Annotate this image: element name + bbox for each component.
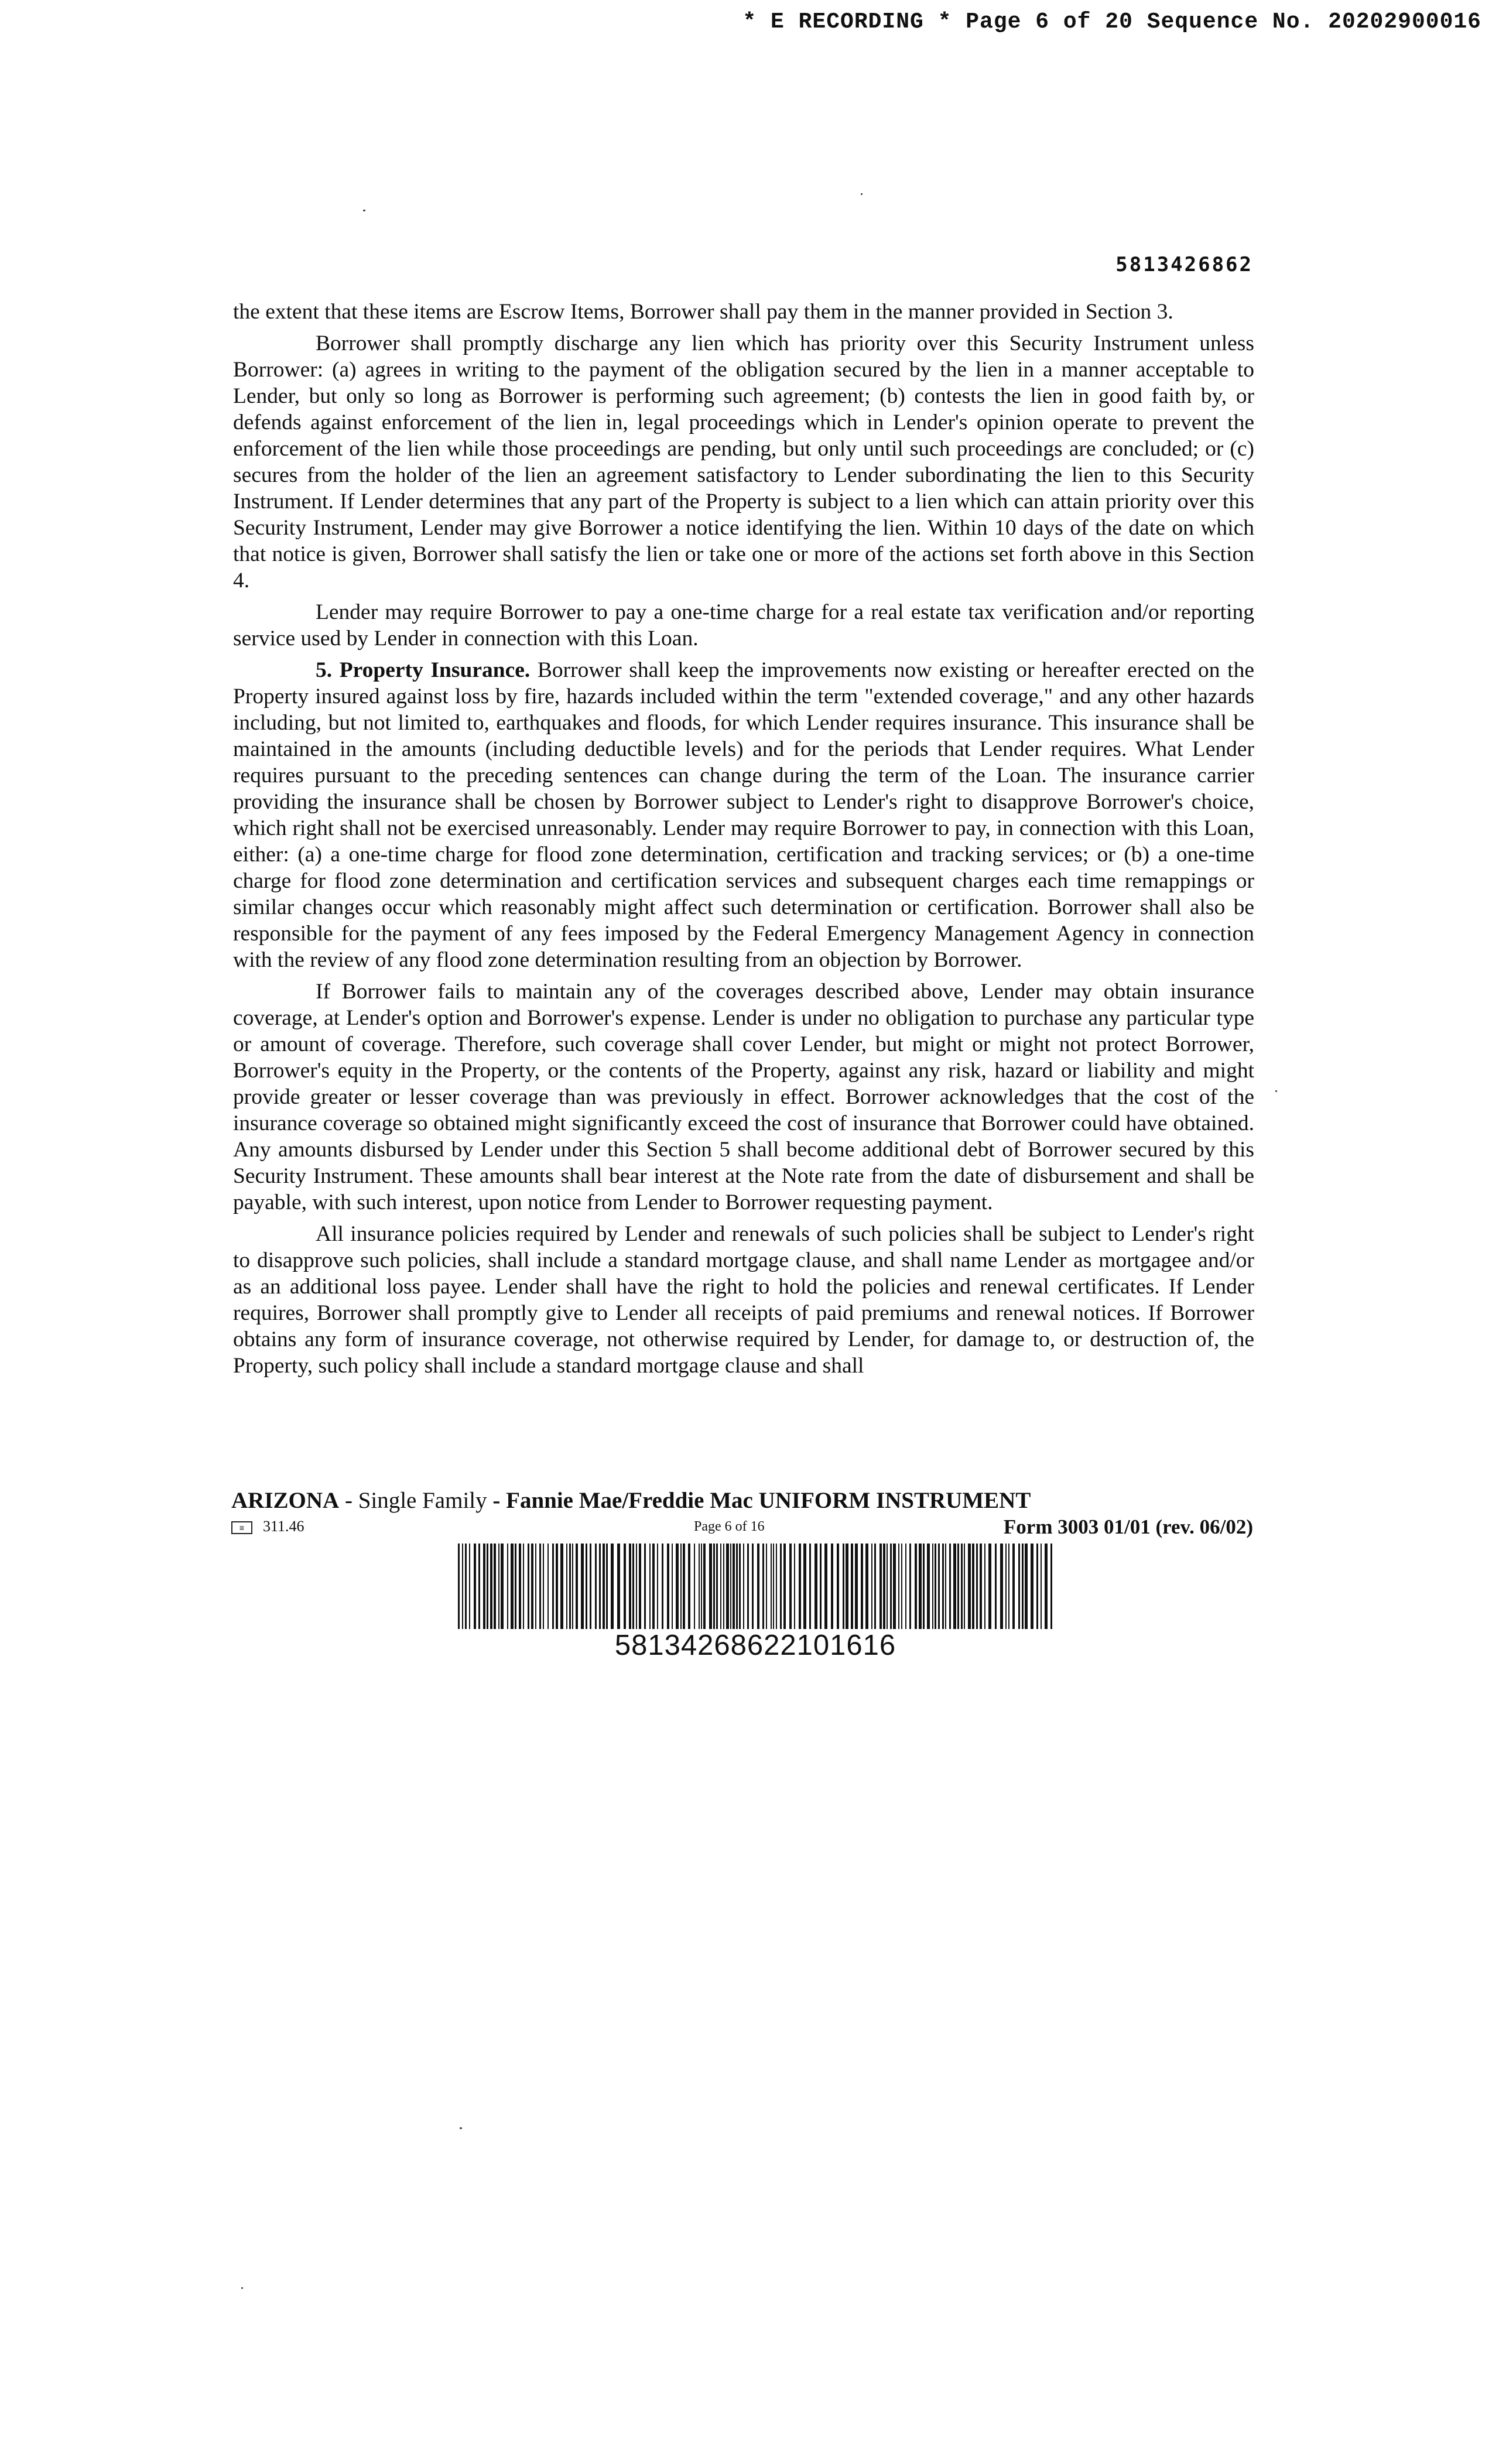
barcode-bar	[843, 1544, 844, 1629]
form-footer-row	[231, 1515, 1253, 1539]
barcode-bar	[511, 1544, 514, 1629]
barcode-bar	[676, 1544, 679, 1629]
barcode-bar	[984, 1544, 985, 1629]
barcode-bar	[762, 1544, 764, 1629]
barcode-bar	[932, 1544, 933, 1629]
barcode-number: 58134268622101616	[614, 1630, 896, 1661]
barcode-bar	[535, 1544, 536, 1629]
barcode-bar	[901, 1544, 902, 1629]
barcode-bar	[743, 1544, 744, 1629]
barcode-bar	[776, 1544, 777, 1629]
barcode-bar	[964, 1544, 965, 1629]
barcode-bar	[652, 1544, 655, 1629]
barcode-bar	[483, 1544, 485, 1629]
barcode-bar	[523, 1544, 524, 1629]
barcode-bar	[599, 1544, 601, 1629]
barcode-bar	[469, 1544, 470, 1629]
barcode-bar	[1012, 1544, 1015, 1629]
barcode-bar	[1000, 1544, 1003, 1629]
barcode-bar	[861, 1544, 863, 1629]
barcode-bar	[539, 1544, 541, 1629]
form-family: Single Family	[358, 1488, 487, 1513]
scan-speck	[363, 210, 365, 211]
barcode-bar	[968, 1544, 971, 1629]
barcode-bar	[780, 1544, 782, 1629]
barcode-bar	[699, 1544, 700, 1629]
barcode-bar	[1018, 1544, 1020, 1629]
barcode-bar	[972, 1544, 974, 1629]
barcode-bar	[837, 1544, 839, 1629]
paragraph-property-insurance	[233, 657, 1254, 973]
barcode-bar	[752, 1544, 754, 1629]
barcode-bar	[915, 1544, 917, 1629]
barcode-bar	[498, 1544, 499, 1629]
barcode-bar	[942, 1544, 944, 1629]
barcode-bar	[846, 1544, 848, 1629]
barcode-bar	[988, 1544, 991, 1629]
barcode-bar	[871, 1544, 872, 1629]
form-state: ARIZONA	[231, 1488, 340, 1513]
barcode-bar	[720, 1544, 721, 1629]
form-code-text: 311.46	[263, 1518, 304, 1535]
barcode-bar	[794, 1544, 795, 1629]
barcode-bar	[919, 1544, 922, 1629]
scan-speck	[460, 2127, 462, 2129]
barcode-bar	[494, 1544, 496, 1629]
document-form-icon: ≡	[231, 1521, 252, 1534]
barcode-bar	[662, 1544, 663, 1629]
barcode-bar	[617, 1544, 620, 1629]
form-code	[231, 1518, 304, 1535]
loan-number: 5813426862	[1115, 253, 1253, 276]
barcode-bar	[487, 1544, 488, 1629]
paragraph-lien-discharge: Borrower shall promptly discharge any lien which has priority over this Security Instrument unless Borrower: (a) agrees in writing to the payment of the obligation secured by the lien in a manner acceptable to Lender, but only so long as Borrower is performing such agreement; (b) contests the lien in good faith by, or defends against enforcement of the lien in, legal proceedings which in Lender's opinion operate to prevent the enforcement of the lien while those proceedings are pending, but only until such proceedings are concluded; or (c) secures from the holder of the lien an agreement satisfactory to Lender subordinating the lien to this Security Instrument. If Lender determines that any part of the Property is subject to a lien which can attain priority over this Security Instrument, Lender may give Borrower a notice identifying the lien. Within 10 days of the date on which that notice is given, Borrower shall satisfy the lien or take one or more of the actions set forth above in this Section 4.	[233, 331, 1254, 593]
barcode-bar	[581, 1544, 584, 1629]
recording-header: * E RECORDING * Page 6 of 20 Sequence No. 20202900016	[742, 9, 1481, 35]
barcode-bar	[560, 1544, 563, 1629]
barcode-bar	[733, 1544, 735, 1629]
barcode-bar	[831, 1544, 833, 1629]
barcode-bar	[739, 1544, 741, 1629]
barcode-bar	[771, 1544, 772, 1629]
barcode-bar	[490, 1544, 492, 1629]
barcode-graphic	[457, 1544, 1054, 1629]
barcode-bar	[814, 1544, 817, 1629]
barcode-bar	[1031, 1544, 1033, 1629]
barcode-bar	[809, 1544, 811, 1629]
barcode-bar	[716, 1544, 718, 1629]
barcode-bar	[1041, 1544, 1042, 1629]
barcode-bar	[515, 1544, 516, 1629]
barcode-bar	[629, 1544, 631, 1629]
page-indicator: Page 6 of 16	[694, 1519, 765, 1534]
form-title-separator: -	[487, 1488, 506, 1513]
barcode-bar	[694, 1544, 695, 1629]
barcode-bar	[528, 1544, 529, 1629]
barcode-bar	[766, 1544, 767, 1629]
barcode-bar	[890, 1544, 892, 1629]
barcode-bar	[632, 1544, 634, 1629]
barcode-bar	[683, 1544, 685, 1629]
barcode-bar	[757, 1544, 759, 1629]
paragraph-tax-verification: Lender may require Borrower to pay a one-time charge for a real estate tax verification and/or reporting service used by Lender in connection with this Loan.	[233, 600, 1254, 651]
barcode-bar	[474, 1544, 476, 1629]
barcode-bar	[688, 1544, 690, 1629]
barcode-bar	[680, 1544, 682, 1629]
barcode-bar	[501, 1544, 504, 1629]
barcode-bar	[624, 1544, 626, 1629]
barcode-bar	[773, 1544, 774, 1629]
barcode-bar	[953, 1544, 956, 1629]
barcode-bar	[709, 1544, 712, 1629]
barcode-bar	[723, 1544, 724, 1629]
barcode-bar	[703, 1544, 706, 1629]
barcode-bar	[672, 1544, 673, 1629]
barcode-bar	[556, 1544, 558, 1629]
barcode-bar	[458, 1544, 460, 1629]
barcode-bar	[957, 1544, 959, 1629]
barcode-bar	[995, 1544, 997, 1629]
barcode-bar	[923, 1544, 925, 1629]
barcode-bar	[824, 1544, 827, 1629]
barcode-bar	[531, 1544, 533, 1629]
barcode-bar	[667, 1544, 669, 1629]
barcode-bar	[606, 1544, 608, 1629]
barcode-bar	[644, 1544, 646, 1629]
barcode-bar	[1050, 1544, 1052, 1629]
barcode-bar	[576, 1544, 578, 1629]
barcode-bar	[543, 1544, 544, 1629]
barcode-bar	[874, 1544, 876, 1629]
paragraph-continuation: the extent that these items are Escrow Items, Borrower shall pay them in the manner provided in Section 3.	[233, 300, 1173, 324]
barcode-bar	[949, 1544, 951, 1629]
barcode-bar	[572, 1544, 573, 1629]
barcode-bar	[1045, 1544, 1048, 1629]
form-instrument: Fannie Mae/Freddie Mac UNIFORM INSTRUMENT	[506, 1488, 1031, 1513]
form-title-separator: -	[339, 1488, 358, 1513]
barcode-bar	[730, 1544, 731, 1629]
barcode-bar	[1005, 1544, 1007, 1629]
barcode-bar	[893, 1544, 896, 1629]
form-number: Form 3003 01/01 (rev. 06/02)	[1003, 1515, 1253, 1538]
form-title	[231, 1487, 1262, 1514]
scan-speck	[1275, 1090, 1277, 1092]
barcode-bar	[879, 1544, 882, 1629]
paragraph-insurance-policies: All insurance policies required by Lender and renewals of such policies shall be subject to Lender's right to disapprove such policies, shall include a standard mortgage clause, and shall name Lender as mortgagee and/or as an additional loss payee. Lender shall have the right to hold the policies and renewal certificates. If Lender requires, Borrower shall promptly give to Lender all receipts of paid premiums and renewal notices. If Borrower obtains any form of insurance coverage, not otherwise required by Lender, for damage to, or destruction of, the Property, such policy shall include a standard mortgage clause and shall	[233, 1222, 1254, 1378]
barcode-bar	[507, 1544, 508, 1629]
barcode-bar	[519, 1544, 521, 1629]
barcode-bar	[569, 1544, 571, 1629]
barcode-bar	[1025, 1544, 1028, 1629]
barcode-bar	[855, 1544, 858, 1629]
barcode-bar	[783, 1544, 786, 1629]
barcode-bar	[478, 1544, 480, 1629]
barcode-bar	[590, 1544, 591, 1629]
barcode-bar	[961, 1544, 963, 1629]
barcode-bar	[927, 1544, 930, 1629]
barcode-bar	[789, 1544, 792, 1629]
barcode-bar	[603, 1544, 605, 1629]
barcode-bar	[1036, 1544, 1038, 1629]
barcode-bar	[747, 1544, 749, 1629]
barcode-bar	[803, 1544, 806, 1629]
barcode-bar	[462, 1544, 463, 1629]
barcode-bar	[898, 1544, 899, 1629]
property-insurance-text: Borrower shall keep the improvements now existing or hereafter erected on the Property insured against loss by fire, hazards included within the term "extended coverage," and any other hazards including, but not limited to, earthquakes and floods, for which Lender requires insurance. This insurance shall be maintained in the amounts (including deductible levels) and for the periods that Lender requires. What Lender requires pursuant to the preceding sentences can change during the term of the Loan. The insurance carrier providing the insurance shall be chosen by Borrower subject to Lender's right to disapprove Borrower's choice, which right shall not be exercised unreasonably. Lender may require Borrower to pay, in connection with this Loan, either: (a) a one-time charge for flood zone determination, certification and tracking services; or (b) a one-time charge for flood zone determination and certification services and subsequent charges each time remappings or similar changes occur which reasonably might affect such determination or certification. Borrower shall also be responsible for the payment of any fees imposed by the Federal Emergency Management Agency in connection with the review of any flood zone determination resulting from an objection by Borrower.	[233, 658, 1254, 972]
barcode-bar	[636, 1544, 637, 1629]
document-body	[233, 299, 1254, 1384]
section-heading-property-insurance: 5. Property Insurance.	[316, 658, 531, 682]
barcode-bar	[649, 1544, 651, 1629]
barcode-bar	[976, 1544, 978, 1629]
barcode-bar	[905, 1544, 906, 1629]
barcode-bar	[713, 1544, 715, 1629]
barcode-bar	[945, 1544, 946, 1629]
barcode-bar	[595, 1544, 597, 1629]
barcode-bar	[865, 1544, 868, 1629]
barcode-bar	[465, 1544, 467, 1629]
barcode-bar	[935, 1544, 936, 1629]
scan-speck	[241, 2287, 243, 2289]
barcode-bar	[851, 1544, 853, 1629]
barcode-bar	[701, 1544, 702, 1629]
barcode-bar	[547, 1544, 549, 1629]
barcode-bar	[980, 1544, 982, 1629]
barcode-bar	[820, 1544, 822, 1629]
barcode-bar	[726, 1544, 729, 1629]
barcode-bar	[909, 1544, 911, 1629]
barcode-bar	[883, 1544, 885, 1629]
barcode-bar	[566, 1544, 567, 1629]
barcode-bar	[1022, 1544, 1024, 1629]
barcode-bar	[799, 1544, 801, 1629]
paragraph-coverage-failure: If Borrower fails to maintain any of the coverages described above, Lender may obtain insurance coverage, at Lender's option and Borrower's expense. Lender is under no obligation to purchase any particular type or amount of coverage. Therefore, such coverage shall cover Lender, but might or might not protect Borrower, Borrower's equity in the Property, or the contents of the Property, against any risk, hazard or liability and might provide greater or lesser coverage than was previously in effect. Borrower acknowledges that the cost of the insurance coverage so obtained might significantly exceed the cost of insurance that Borrower could have obtained. Any amounts disbursed by Lender under this Section 5 shall become additional debt of Borrower secured by this Security Instrument. These amounts shall bear interest at the Note rate from the date of disbursement and shall be payable, with such interest, upon notice from Lender to Borrower requesting payment.	[233, 980, 1254, 1214]
barcode-bar	[736, 1544, 738, 1629]
barcode-bar	[657, 1544, 658, 1629]
barcode-bar	[639, 1544, 641, 1629]
barcode-bar	[1008, 1544, 1009, 1629]
barcode-bar	[586, 1544, 587, 1629]
barcode-bar	[611, 1544, 614, 1629]
barcode-bar	[887, 1544, 888, 1629]
scan-speck	[861, 193, 863, 195]
barcode-bar	[938, 1544, 940, 1629]
barcode-bar	[552, 1544, 554, 1629]
